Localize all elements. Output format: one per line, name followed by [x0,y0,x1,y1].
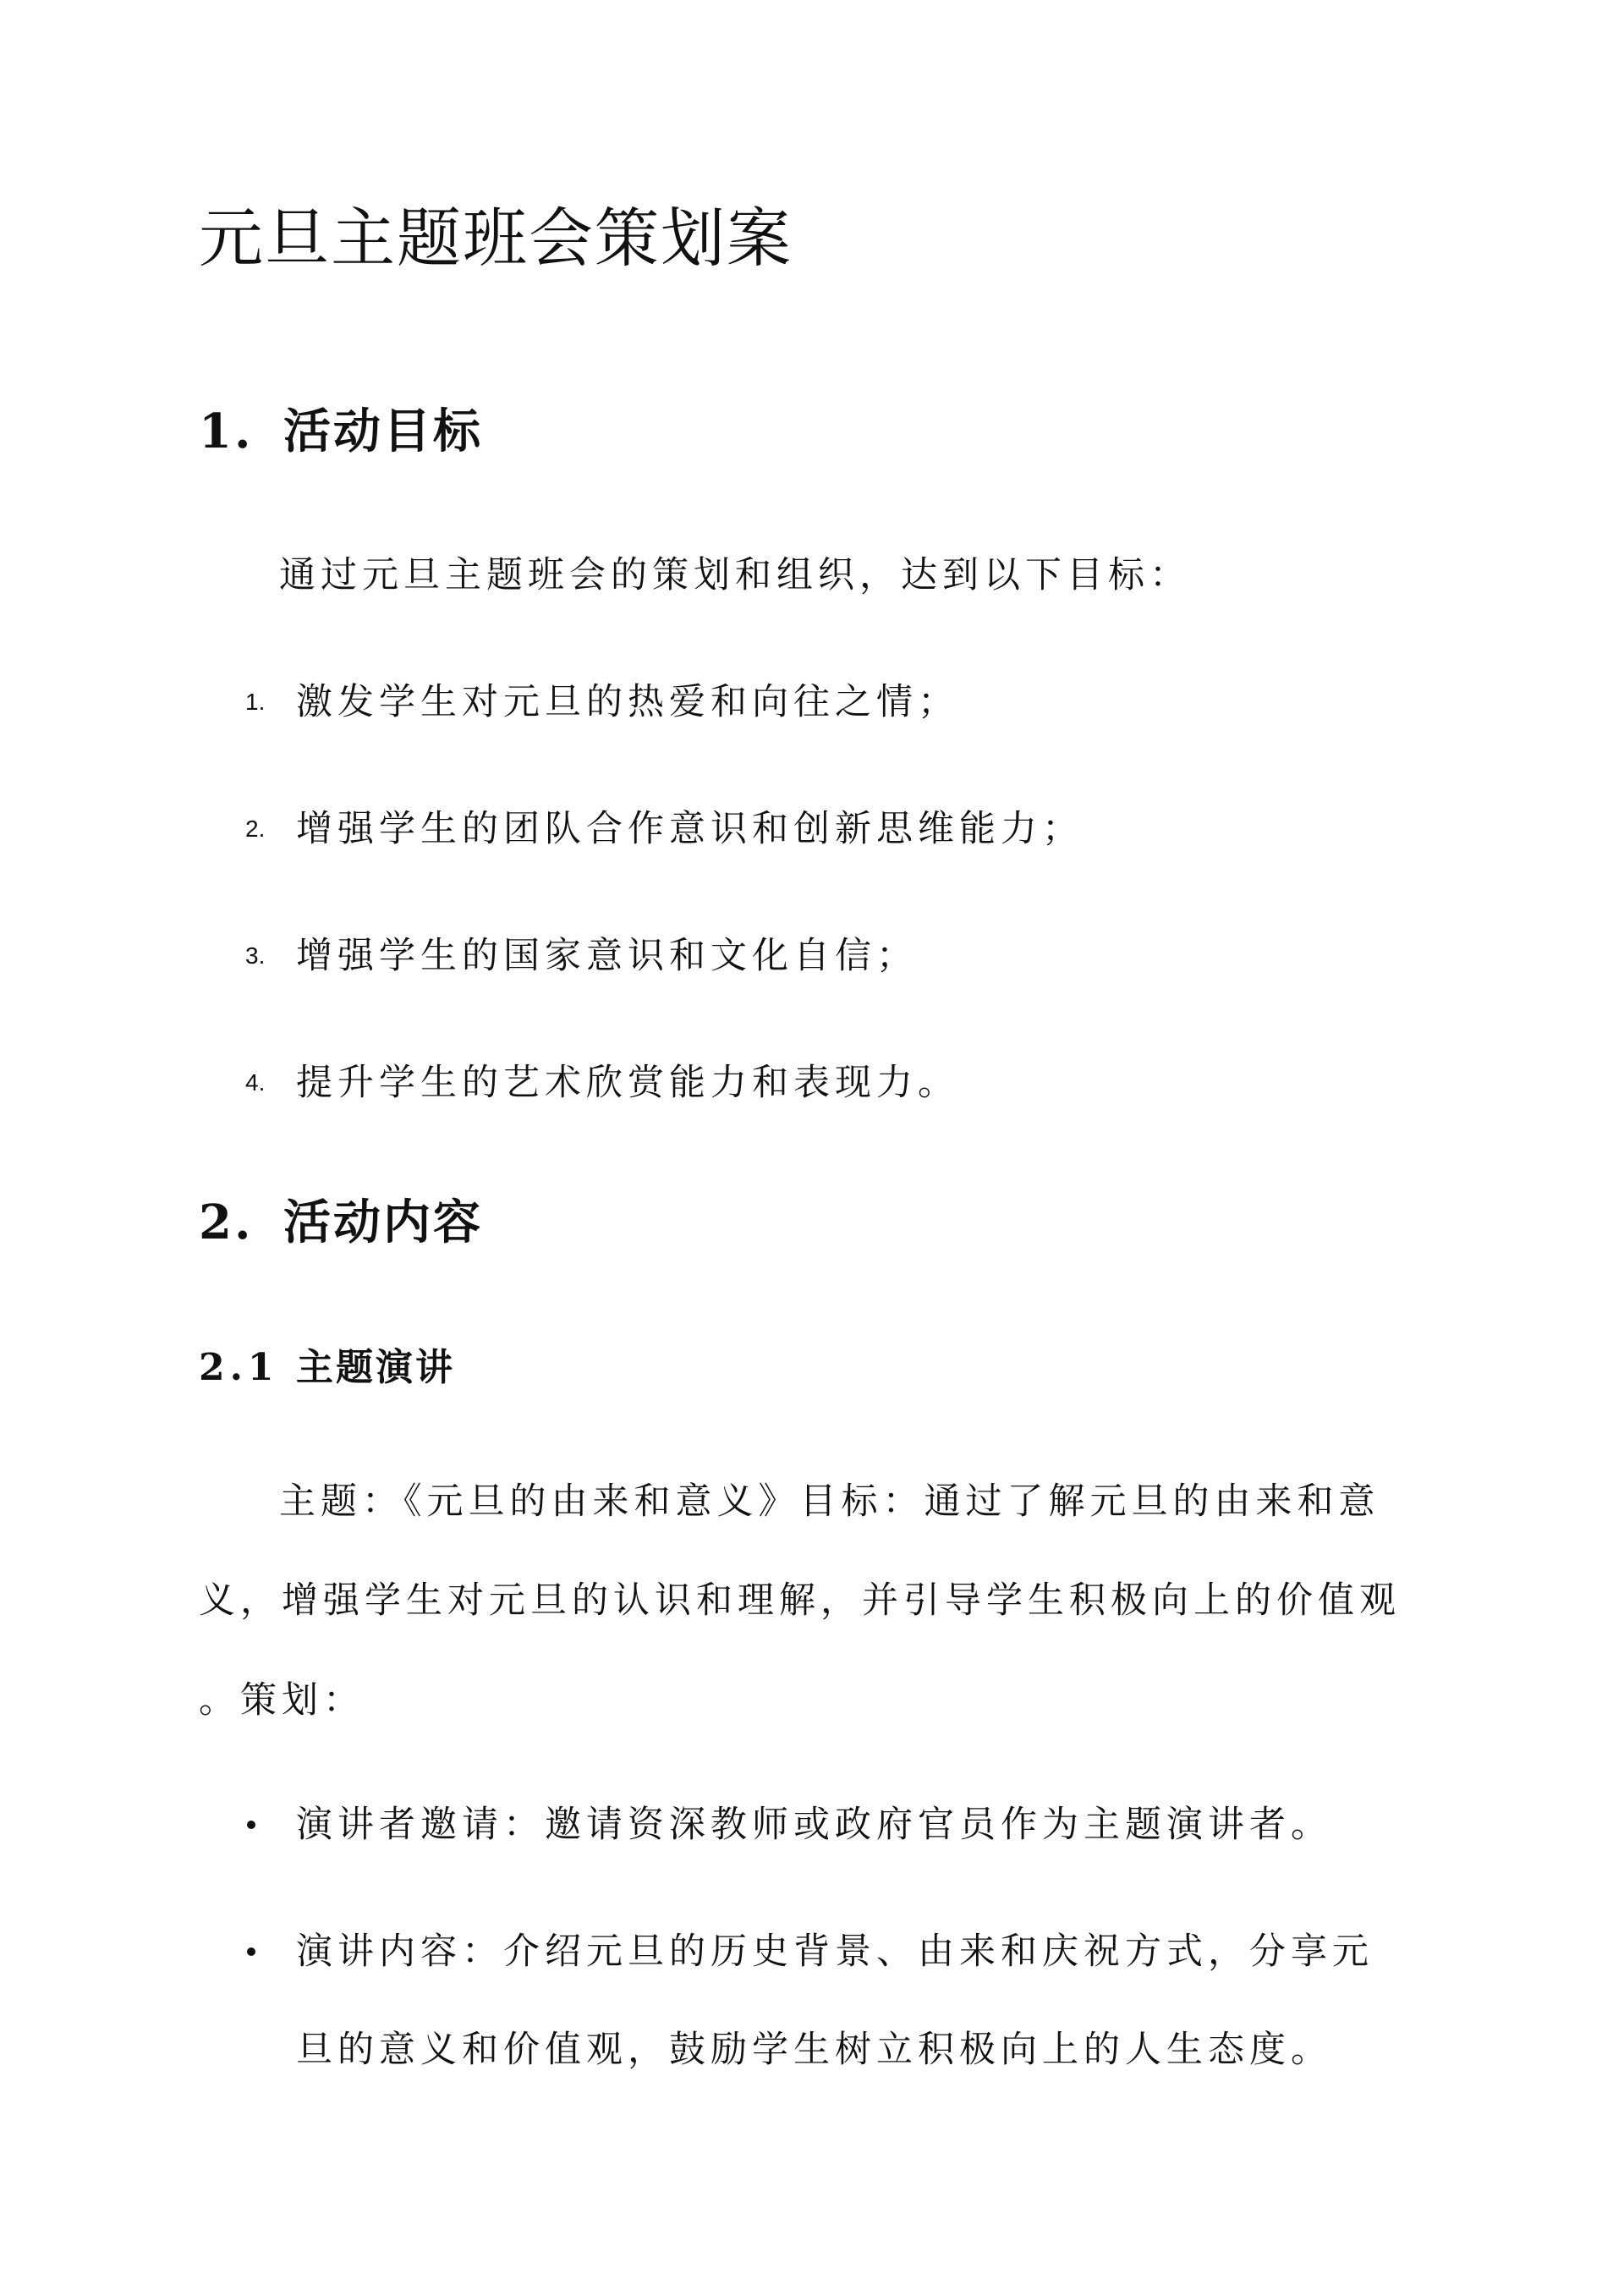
list-item-text: 激发学生对元旦的热爱和向往之情； [296,681,959,723]
section-1-title: 活动目标 [283,404,483,459]
list-item-number: 2. [245,816,266,842]
section-2-title: 活动内容 [283,1195,483,1250]
bullet-icon [247,1947,255,1956]
paragraph-line: 义，增强学生对元旦的认识和理解，并引导学生积极向上的价值观 [199,1579,1401,1622]
list-item-text: 演讲内容：介绍元旦的历史背景、由来和庆祝方式，分享元 [296,1931,1374,1973]
section-2-number: 2. [199,1195,254,1250]
section-1-intro: 通过元旦主题班会的策划和组织，达到以下目标： [279,554,1191,596]
subsection-2-1-title: 主题演讲 [296,1346,455,1389]
paragraph-line: 主题：《元旦的由来和意义》目标：通过了解元旦的由来和意 [279,1480,1380,1523]
paragraph-line: 。策划： [199,1679,365,1722]
document-title: 元旦主题班会策划案 [199,200,793,276]
subsection-2-1-heading [199,1341,455,1395]
subsection-2-1-number: 2.1 [199,1346,279,1389]
list-item-text: 增强学生的国家意识和文化自信； [296,935,918,977]
list-item-number: 3. [245,942,266,969]
list-item-text: 提升学生的艺术欣赏能力和表现力。 [296,1062,959,1104]
list-item-text: 演讲者邀请：邀请资深教师或政府官员作为主题演讲者。 [296,1804,1332,1846]
list-item-number: 1. [245,689,266,715]
list-item-number: 4. [245,1069,266,1096]
list-item-text: 增强学生的团队合作意识和创新思维能力； [296,808,1084,850]
section-1-heading [199,398,483,465]
section-1-number: 1. [199,404,254,459]
section-2-heading [199,1189,483,1256]
bullet-icon [247,1821,255,1829]
list-item-text: 旦的意义和价值观，鼓励学生树立积极向上的人生态度。 [296,2029,1332,2071]
